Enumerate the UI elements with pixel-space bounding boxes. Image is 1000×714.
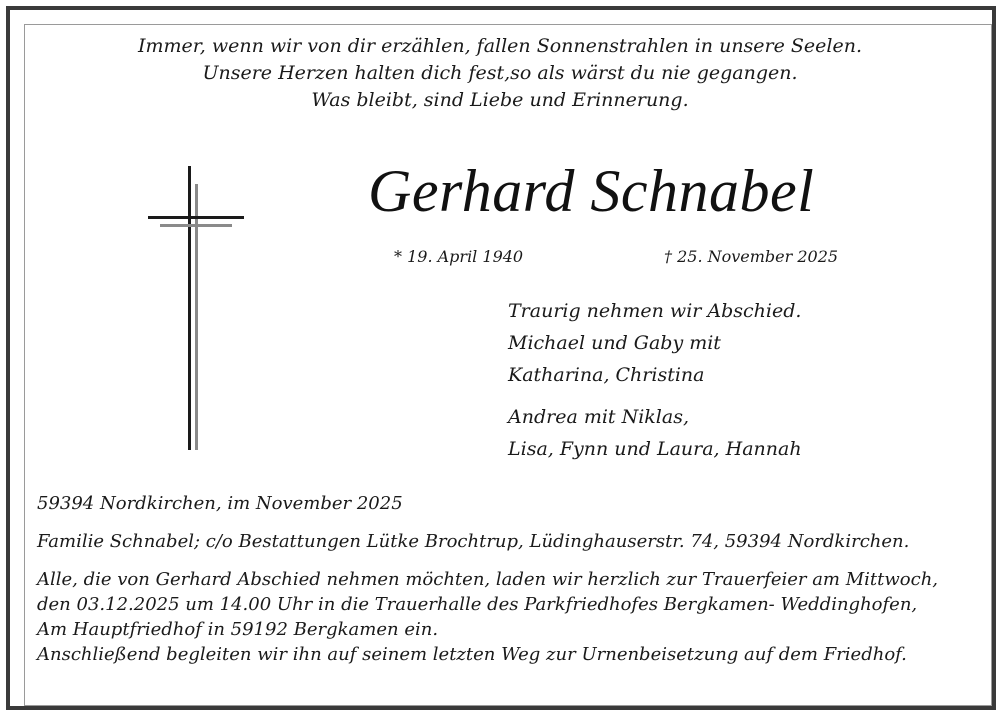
- service-info: [37, 567, 938, 667]
- verse-line: Immer, wenn wir von dir erzählen, fallen Sonnenstrahlen in unsere Seelen.: [137, 35, 863, 57]
- service-line: Am Hauptfriedhof in 59192 Bergkamen ein.: [37, 619, 439, 640]
- deceased-name: Gerhard Schnabel: [368, 158, 815, 224]
- contact-address: Familie Schnabel; c/o Bestattungen Lütke Brochtrup, Lüdinghauserstr. 74, 59394 Nordkirchen.: [37, 531, 910, 552]
- place-date: 59394 Nordkirchen, im November 2025: [37, 493, 403, 514]
- mourners-heading: Traurig nehmen wir Abschied.: [508, 300, 802, 322]
- mourner-line: Michael und Gaby mit: [508, 332, 721, 354]
- verse: [0, 33, 1000, 114]
- cross-icon: [148, 166, 244, 456]
- mourner-line: Katharina, Christina: [508, 364, 705, 386]
- service-line: Alle, die von Gerhard Abschied nehmen möchten, laden wir herzlich zur Trauerfeier am Mittwoch,: [37, 569, 939, 590]
- birth-date: * 19. April 1940: [394, 247, 524, 266]
- service-line: den 03.12.2025 um 14.00 Uhr in die Trauerhalle des Parkfriedhofes Bergkamen- Weddinghofen,: [37, 594, 918, 615]
- mourners: [508, 295, 802, 465]
- mourner-line: Lisa, Fynn und Laura, Hannah: [508, 438, 802, 460]
- verse-line: Unsere Herzen halten dich fest,so als wärst du nie gegangen.: [202, 62, 798, 84]
- death-date: † 25. November 2025: [664, 247, 839, 266]
- mourner-line: Andrea mit Niklas,: [508, 406, 689, 428]
- verse-line: Was bleibt, sind Liebe und Erinnerung.: [311, 89, 689, 111]
- service-line: Anschließend begleiten wir ihn auf seinem letzten Weg zur Urnenbeisetzung auf dem Friedhof.: [37, 644, 907, 665]
